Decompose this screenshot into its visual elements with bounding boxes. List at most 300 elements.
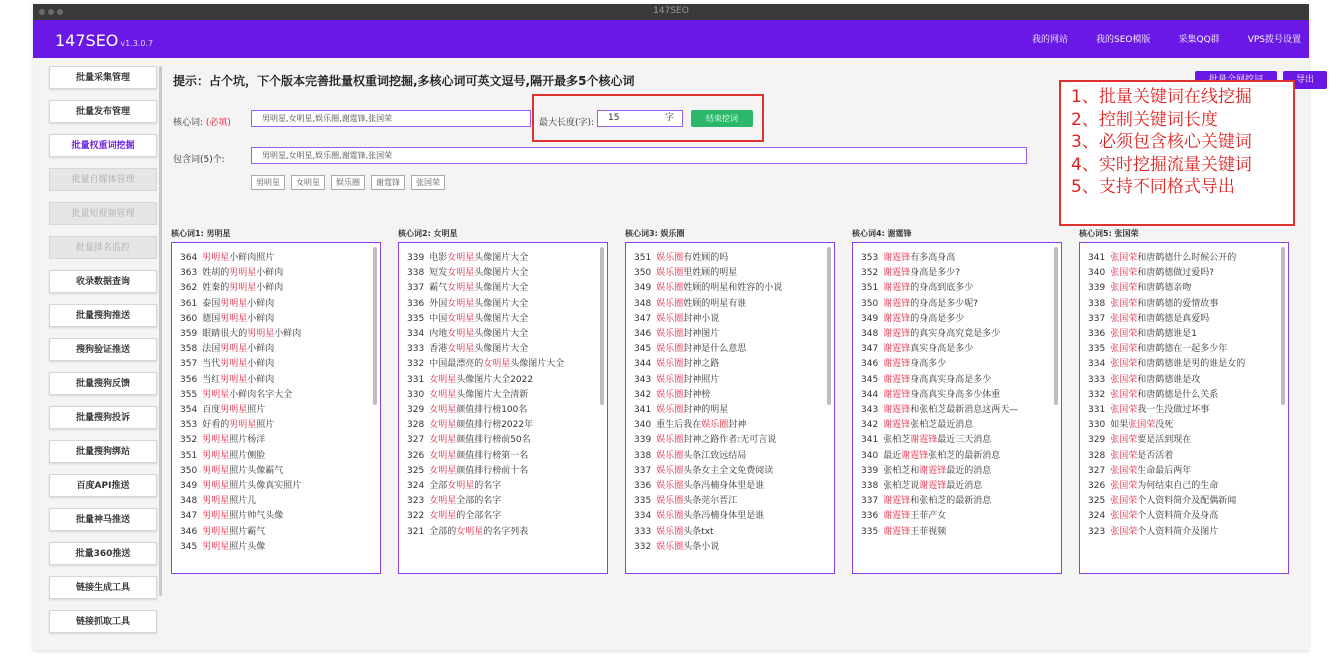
- keyword-prefix: 霸气: [429, 283, 448, 294]
- keyword-row[interactable]: [407, 266, 593, 281]
- list-scrollbar[interactable]: [827, 247, 831, 405]
- keyword-row[interactable]: [634, 464, 820, 479]
- keyword-suffix: 最近三天消息: [937, 435, 992, 446]
- keyword-row[interactable]: [634, 403, 820, 418]
- callout-line: 5、支持不同格式导出: [1071, 177, 1235, 197]
- keyword-core: 张国荣: [1110, 298, 1138, 309]
- keyword-row[interactable]: [1088, 373, 1274, 388]
- keyword-row[interactable]: [180, 479, 366, 494]
- keyword-suffix: 头条女主全文免费阅读: [683, 465, 774, 476]
- keyword-rank: 340: [861, 450, 879, 461]
- keyword-prefix: 张柏芝: [883, 435, 911, 446]
- keyword-core: 男明星: [229, 283, 257, 294]
- keyword-core: 娱乐圈: [701, 420, 729, 431]
- include-word-label: 包含词(5)个:: [173, 155, 225, 165]
- keyword-row[interactable]: [1088, 403, 1274, 418]
- callout-line: 3、必须包含核心关键词: [1071, 132, 1252, 152]
- keyword-row[interactable]: [180, 373, 366, 388]
- keyword-row[interactable]: [407, 342, 593, 357]
- keyword-rank: 349: [861, 313, 879, 324]
- keyword-rank: 342: [634, 389, 652, 400]
- keyword-suffix: 小鲜肉: [247, 344, 275, 355]
- sidebar-scrollbar[interactable]: [159, 66, 162, 596]
- keyword-rank: 345: [180, 541, 198, 552]
- sidebar-item-14[interactable]: 批量360推送: [49, 542, 157, 565]
- keyword-suffix: 有姓顾的吗: [683, 253, 729, 263]
- sidebar-item-2[interactable]: 批量权重词挖掘: [49, 134, 157, 157]
- keyword-suffix: 身高真实身高多少体重: [910, 389, 1001, 400]
- keyword-prefix: 如果: [1110, 420, 1129, 431]
- keyword-rank: 337: [407, 283, 425, 294]
- keyword-row[interactable]: [1088, 327, 1274, 342]
- keyword-row[interactable]: [407, 388, 593, 403]
- keyword-core: 谢霆锋: [919, 481, 947, 492]
- column-header-2: 核心词2: 女明星: [398, 229, 458, 238]
- sidebar-item-8[interactable]: 搜狗验证推送: [49, 338, 157, 361]
- keyword-rank: 323: [1088, 526, 1106, 537]
- keyword-row[interactable]: [180, 388, 366, 403]
- keyword-rank: 335: [634, 496, 652, 507]
- include-word-input[interactable]: 男明星,女明星,娱乐圈,谢霆锋,张国荣: [251, 147, 1027, 164]
- keyword-row[interactable]: [407, 281, 593, 296]
- sidebar-item-10[interactable]: 批量搜狗投诉: [49, 406, 157, 429]
- keyword-rank: 328: [1088, 450, 1106, 461]
- keyword-rank: 351: [634, 253, 652, 263]
- keyword-row[interactable]: [861, 297, 1047, 312]
- keyword-rank: 348: [180, 496, 198, 507]
- keyword-suffix: 生命最后两年: [1137, 465, 1192, 476]
- keyword-suffix: 和唐鹤德什么时候公开的: [1137, 253, 1237, 263]
- keyword-rank: 346: [861, 359, 879, 370]
- keyword-core: 谢霆锋: [883, 389, 911, 400]
- keyword-row[interactable]: [1088, 479, 1274, 494]
- keyword-row[interactable]: [634, 342, 820, 357]
- nav-seo-templates[interactable]: 我的SEO模版: [1096, 35, 1151, 45]
- keyword-suffix: 和唐鹤德谁是攻: [1137, 374, 1201, 385]
- keyword-rank: 338: [1088, 298, 1106, 309]
- keyword-row[interactable]: [180, 342, 366, 357]
- keyword-core: 男明星: [220, 313, 248, 324]
- keyword-core: 张国荣: [1110, 526, 1138, 537]
- keyword-row[interactable]: [634, 327, 820, 342]
- keyword-row[interactable]: [634, 449, 820, 464]
- keyword-suffix: 王菲视频: [910, 526, 947, 537]
- keyword-row[interactable]: [861, 449, 1047, 464]
- header-nav: [1004, 32, 1301, 45]
- keyword-row[interactable]: [180, 357, 366, 372]
- keyword-core: 男明星: [220, 298, 248, 309]
- sidebar-item-4: 批量短视频管理: [49, 202, 157, 225]
- keyword-rank: 338: [634, 450, 652, 461]
- app-header: [33, 20, 1309, 58]
- keyword-rank: 337: [1088, 313, 1106, 324]
- keyword-core: 娱乐圈: [656, 253, 684, 263]
- keyword-suffix: 照片: [247, 405, 266, 416]
- keyword-row[interactable]: [180, 418, 366, 433]
- keyword-core: 张国荣: [1110, 253, 1138, 263]
- keyword-row[interactable]: [861, 494, 1047, 509]
- window-title: 147SEO: [653, 6, 689, 16]
- keyword-row[interactable]: [634, 388, 820, 403]
- keyword-row[interactable]: [861, 373, 1047, 388]
- keyword-prefix: 短发: [429, 268, 448, 279]
- keyword-rank: 326: [407, 450, 425, 461]
- keyword-rank: 364: [180, 253, 198, 263]
- keyword-core: 谢霆锋: [883, 359, 911, 370]
- list-scrollbar[interactable]: [600, 247, 604, 405]
- keyword-row[interactable]: [634, 525, 820, 540]
- sidebar-item-6[interactable]: 收录数据查询: [49, 270, 157, 293]
- keyword-core: 娱乐圈: [656, 298, 684, 309]
- keyword-core: 谢霆锋: [883, 374, 911, 385]
- keyword-rank: 353: [180, 420, 198, 431]
- keyword-rank: 358: [180, 344, 198, 355]
- sidebar-item-11[interactable]: 批量搜狗绑站: [49, 440, 157, 463]
- keyword-core: 男明星: [202, 526, 230, 537]
- keyword-row[interactable]: [1088, 251, 1274, 266]
- keyword-row[interactable]: [861, 525, 1047, 540]
- keyword-core: 男明星: [202, 389, 230, 400]
- keyword-row[interactable]: [407, 494, 593, 509]
- keyword-rank: 334: [1088, 359, 1106, 370]
- keyword-rank: 341: [634, 405, 652, 416]
- keyword-row[interactable]: [861, 357, 1047, 372]
- include-tag[interactable]: 男明星: [251, 175, 285, 190]
- keyword-rank: 329: [1088, 435, 1106, 446]
- keyword-suffix: 照片帅气头像: [229, 511, 284, 522]
- keyword-row[interactable]: [180, 281, 366, 296]
- keyword-row[interactable]: [861, 327, 1047, 342]
- keyword-suffix: 小鲜肉名字大全: [229, 389, 293, 400]
- keyword-core: 男明星: [247, 329, 275, 340]
- keyword-row[interactable]: [1088, 297, 1274, 312]
- keyword-rank: 336: [407, 298, 425, 309]
- keyword-suffix: 里姓顾的明星: [683, 268, 738, 279]
- keyword-row[interactable]: [1088, 464, 1274, 479]
- keyword-rank: 331: [1088, 405, 1106, 416]
- keyword-row[interactable]: [634, 312, 820, 327]
- sidebar-item-7[interactable]: 批量搜狗推送: [49, 304, 157, 327]
- keyword-core: 娱乐圈: [656, 268, 684, 279]
- keyword-core: 张国荣: [1110, 359, 1138, 370]
- max-length-value: 15: [608, 113, 620, 123]
- keyword-row[interactable]: [180, 509, 366, 524]
- keyword-prefix: 全部: [429, 481, 448, 492]
- keyword-core: 谢霆锋: [883, 511, 911, 522]
- keyword-row[interactable]: [634, 433, 820, 448]
- keyword-core: 男明星: [229, 268, 257, 279]
- keyword-row[interactable]: [1088, 494, 1274, 509]
- include-tag[interactable]: 娱乐圈: [331, 175, 365, 190]
- keyword-row[interactable]: [1088, 357, 1274, 372]
- keyword-suffix: 最近消息: [946, 481, 983, 492]
- keyword-core: 张国荣: [1110, 313, 1138, 324]
- keyword-core: 女明星: [429, 511, 457, 522]
- keyword-suffix: 小鲜肉: [247, 374, 275, 385]
- keyword-row[interactable]: [1088, 525, 1274, 540]
- keyword-row[interactable]: [407, 357, 593, 372]
- keyword-suffix: 封神图片: [683, 329, 720, 340]
- keyword-suffix: 和唐鹤德是什么关系: [1137, 389, 1219, 400]
- end-mining-button[interactable]: 结束挖词: [691, 110, 753, 127]
- keyword-row[interactable]: [861, 342, 1047, 357]
- keyword-suffix: 头条txt: [683, 526, 714, 537]
- keyword-suffix: 为何结束自己的生命: [1137, 481, 1219, 492]
- keyword-suffix: 要是活到现在: [1137, 435, 1192, 446]
- keyword-rank: 325: [407, 465, 425, 476]
- keyword-core: 娱乐圈: [656, 313, 684, 324]
- keyword-suffix: 封神榜: [683, 389, 711, 400]
- keyword-rank: 333: [1088, 374, 1106, 385]
- keyword-row[interactable]: [634, 373, 820, 388]
- brand-logo: [55, 31, 153, 50]
- keyword-suffix: 头像图片大全2022: [456, 374, 534, 385]
- keyword-prefix: 最近: [883, 450, 902, 461]
- keyword-row[interactable]: [180, 525, 366, 540]
- core-word-input[interactable]: 男明星,女明星,娱乐圈,谢霆锋,张国荣: [251, 110, 531, 127]
- keyword-prefix: 姓秦的: [202, 283, 230, 294]
- keyword-row[interactable]: [407, 403, 593, 418]
- keyword-rank: 335: [1088, 344, 1106, 355]
- keyword-prefix: 全部的: [429, 526, 457, 537]
- keyword-row[interactable]: [180, 312, 366, 327]
- keyword-rank: 354: [180, 405, 198, 416]
- keyword-core: 男明星: [202, 496, 230, 507]
- sidebar-item-0[interactable]: 批量采集管理: [49, 66, 157, 89]
- keyword-core: 张国荣: [1110, 374, 1138, 385]
- sidebar-item-16[interactable]: 链接抓取工具: [49, 610, 157, 633]
- keyword-row[interactable]: [861, 388, 1047, 403]
- keyword-row[interactable]: [407, 327, 593, 342]
- keyword-row[interactable]: [180, 494, 366, 509]
- keyword-row[interactable]: [634, 509, 820, 524]
- sidebar-item-12[interactable]: 百度API推送: [49, 474, 157, 497]
- keyword-row[interactable]: [1088, 509, 1274, 524]
- keyword-row[interactable]: [861, 418, 1047, 433]
- keyword-suffix: 小鲜肉照片: [229, 253, 275, 263]
- keyword-core: 女明星: [447, 253, 475, 263]
- keyword-row[interactable]: [1088, 433, 1274, 448]
- keyword-suffix: 身高多少: [910, 359, 947, 370]
- keyword-row[interactable]: [861, 433, 1047, 448]
- keyword-row[interactable]: [634, 418, 820, 433]
- keyword-suffix: 真实身高是多少: [910, 344, 974, 355]
- keyword-suffix: 照片侧脸: [229, 450, 266, 461]
- keyword-core: 娱乐圈: [656, 329, 684, 340]
- keyword-suffix: 封神照片: [683, 374, 720, 385]
- keyword-suffix: 颜值排行榜第一名: [456, 450, 529, 461]
- keyword-row[interactable]: [407, 449, 593, 464]
- keyword-row[interactable]: [407, 312, 593, 327]
- column-header-5: 核心词5: 张国荣: [1079, 229, 1139, 238]
- keyword-row[interactable]: [407, 251, 593, 266]
- keyword-row[interactable]: [180, 266, 366, 281]
- keyword-suffix: 和唐鹤德亲吻: [1137, 283, 1192, 294]
- nav-my-sites[interactable]: 我的网站: [1032, 35, 1069, 45]
- keyword-core: 女明星: [447, 481, 475, 492]
- keyword-row[interactable]: [180, 297, 366, 312]
- keyword-row[interactable]: [1088, 342, 1274, 357]
- keyword-core: 男明星: [202, 511, 230, 522]
- keyword-row[interactable]: [634, 479, 820, 494]
- max-length-input[interactable]: [597, 110, 683, 127]
- keyword-row[interactable]: [861, 251, 1047, 266]
- keyword-row[interactable]: [407, 433, 593, 448]
- keyword-row[interactable]: [407, 464, 593, 479]
- keyword-rank: 356: [180, 374, 198, 385]
- keyword-suffix: 姓顾的明星和姓容的小说: [683, 283, 783, 294]
- keyword-row[interactable]: [634, 494, 820, 509]
- keyword-row[interactable]: [1088, 388, 1274, 403]
- keyword-prefix: 张柏芝说: [883, 481, 920, 492]
- keyword-suffix: 封神之路作者:无可言说: [683, 435, 777, 446]
- keyword-core: 女明星: [429, 374, 457, 385]
- keyword-row[interactable]: [180, 449, 366, 464]
- keyword-core: 娱乐圈: [656, 465, 684, 476]
- keyword-rank: 330: [407, 389, 425, 400]
- keyword-core: 女明星: [447, 298, 475, 309]
- keyword-core: 谢霆锋: [883, 405, 911, 416]
- keyword-row[interactable]: [407, 509, 593, 524]
- list-scrollbar[interactable]: [373, 247, 377, 405]
- keyword-row[interactable]: [634, 266, 820, 281]
- keyword-row[interactable]: [180, 403, 366, 418]
- keyword-row[interactable]: [1088, 266, 1274, 281]
- keyword-row[interactable]: [861, 312, 1047, 327]
- keyword-list-3[interactable]: [625, 242, 835, 574]
- sidebar-item-13[interactable]: 批量神马推送: [49, 508, 157, 531]
- keyword-row[interactable]: [1088, 449, 1274, 464]
- keyword-list-4[interactable]: [852, 242, 1062, 574]
- list-scrollbar[interactable]: [1054, 247, 1058, 405]
- keyword-rank: 360: [180, 313, 198, 324]
- keyword-row[interactable]: [180, 433, 366, 448]
- keyword-row[interactable]: [180, 251, 366, 266]
- column-header-3: 核心词3: 娱乐圈: [625, 229, 685, 238]
- keyword-suffix: 和唐鹤德是真爱吗: [1137, 313, 1210, 324]
- keyword-core: 张国荣: [1110, 481, 1138, 492]
- keyword-core: 女明星: [483, 359, 511, 370]
- keyword-core: 女明星: [429, 405, 457, 416]
- keyword-suffix: 的身高是多少呢?: [910, 298, 978, 309]
- keyword-rank: 325: [1088, 496, 1106, 507]
- keyword-core: 娱乐圈: [656, 450, 684, 461]
- keyword-row[interactable]: [180, 464, 366, 479]
- keyword-suffix: 个人资料简介及身高: [1137, 511, 1219, 522]
- keyword-row[interactable]: [180, 540, 366, 555]
- keyword-suffix: 和唐鹤德谁是1: [1137, 329, 1197, 340]
- keyword-prefix: 内地: [429, 329, 448, 340]
- keyword-core: 男明星: [220, 359, 248, 370]
- keyword-suffix: 头像图片大全: [474, 344, 529, 355]
- keyword-rank: 328: [407, 420, 425, 431]
- keyword-row[interactable]: [634, 281, 820, 296]
- nav-vps-settings[interactable]: VPS拨号设置: [1247, 35, 1301, 45]
- export-button[interactable]: 导出: [1283, 71, 1327, 89]
- keyword-row[interactable]: [1088, 281, 1274, 296]
- keyword-row[interactable]: [1088, 418, 1274, 433]
- include-tag[interactable]: 女明星: [291, 175, 325, 190]
- keyword-rank: 332: [634, 541, 652, 552]
- keyword-row[interactable]: [1088, 312, 1274, 327]
- keyword-rank: 349: [634, 283, 652, 294]
- keyword-list-2[interactable]: [398, 242, 608, 574]
- keyword-suffix: 的真实身高究竟是多少: [910, 329, 1001, 340]
- core-word-label-text: 核心词:: [173, 118, 204, 128]
- keyword-suffix: 的名字: [474, 481, 502, 492]
- keyword-row[interactable]: [407, 479, 593, 494]
- keyword-rank: 348: [861, 329, 879, 340]
- keyword-list-5[interactable]: [1079, 242, 1289, 574]
- keyword-rank: 339: [1088, 283, 1106, 294]
- keyword-row[interactable]: [407, 297, 593, 312]
- keyword-core: 女明星: [447, 268, 475, 279]
- keyword-suffix: 我一生没做过坏事: [1137, 405, 1210, 416]
- include-tag[interactable]: 谢霆锋: [371, 175, 405, 190]
- keyword-suffix: 和唐鹤德在一起多少年: [1137, 344, 1228, 355]
- keyword-row[interactable]: [861, 464, 1047, 479]
- keyword-list-1[interactable]: [171, 242, 381, 574]
- keyword-row[interactable]: [861, 479, 1047, 494]
- keyword-prefix: 电影: [429, 253, 448, 263]
- keyword-suffix: 头像图片大全: [474, 298, 529, 309]
- keyword-core: 娱乐圈: [656, 283, 684, 294]
- keyword-rank: 324: [407, 481, 425, 492]
- keyword-suffix: 封神之路: [683, 359, 720, 370]
- keyword-prefix: 泰国: [202, 298, 221, 309]
- keyword-rank: 351: [180, 450, 198, 461]
- keyword-suffix: 头条江致远结局: [683, 450, 747, 461]
- keyword-row[interactable]: [407, 418, 593, 433]
- keyword-row[interactable]: [407, 525, 593, 540]
- callout-line: 2、控制关键词长度: [1071, 109, 1218, 130]
- keyword-core: 张国荣: [1110, 268, 1138, 279]
- keyword-suffix: 头像图片大全: [474, 283, 529, 294]
- keyword-rank: 334: [634, 511, 652, 522]
- sidebar-item-9[interactable]: 批量搜狗反馈: [49, 372, 157, 395]
- sidebar-item-1[interactable]: 批量发布管理: [49, 100, 157, 123]
- keyword-suffix: 照片: [256, 420, 275, 431]
- keyword-suffix: 头条小说: [683, 541, 720, 552]
- sidebar-item-15[interactable]: 链接生成工具: [49, 576, 157, 599]
- keyword-rank: 347: [180, 511, 198, 522]
- keyword-row[interactable]: [407, 373, 593, 388]
- nav-qq-groups[interactable]: 采集QQ群: [1178, 35, 1220, 45]
- keyword-row[interactable]: [861, 509, 1047, 524]
- include-tag[interactable]: 张国荣: [411, 175, 445, 190]
- keyword-rank: 321: [407, 526, 425, 537]
- keyword-rank: 326: [1088, 481, 1106, 492]
- keyword-row[interactable]: [634, 251, 820, 266]
- keyword-row[interactable]: [634, 357, 820, 372]
- keyword-row[interactable]: [180, 327, 366, 342]
- feature-callout: [1059, 80, 1295, 226]
- keyword-core: 娱乐圈: [656, 405, 684, 416]
- keyword-suffix: 和唐鹤德谁是男的谁是女的: [1137, 359, 1246, 370]
- keyword-suffix: 封神: [728, 420, 747, 431]
- keyword-row[interactable]: [861, 403, 1047, 418]
- keyword-rank: 344: [861, 389, 879, 400]
- keyword-row[interactable]: [861, 266, 1047, 281]
- list-scrollbar[interactable]: [1281, 247, 1285, 405]
- keyword-rank: 327: [407, 435, 425, 446]
- keyword-row[interactable]: [861, 281, 1047, 296]
- keyword-row[interactable]: [634, 540, 820, 555]
- keyword-suffix: 身高真实身高是多少: [910, 374, 992, 385]
- keyword-rank: 332: [1088, 389, 1106, 400]
- keyword-rank: 355: [180, 389, 198, 400]
- keyword-row[interactable]: [634, 297, 820, 312]
